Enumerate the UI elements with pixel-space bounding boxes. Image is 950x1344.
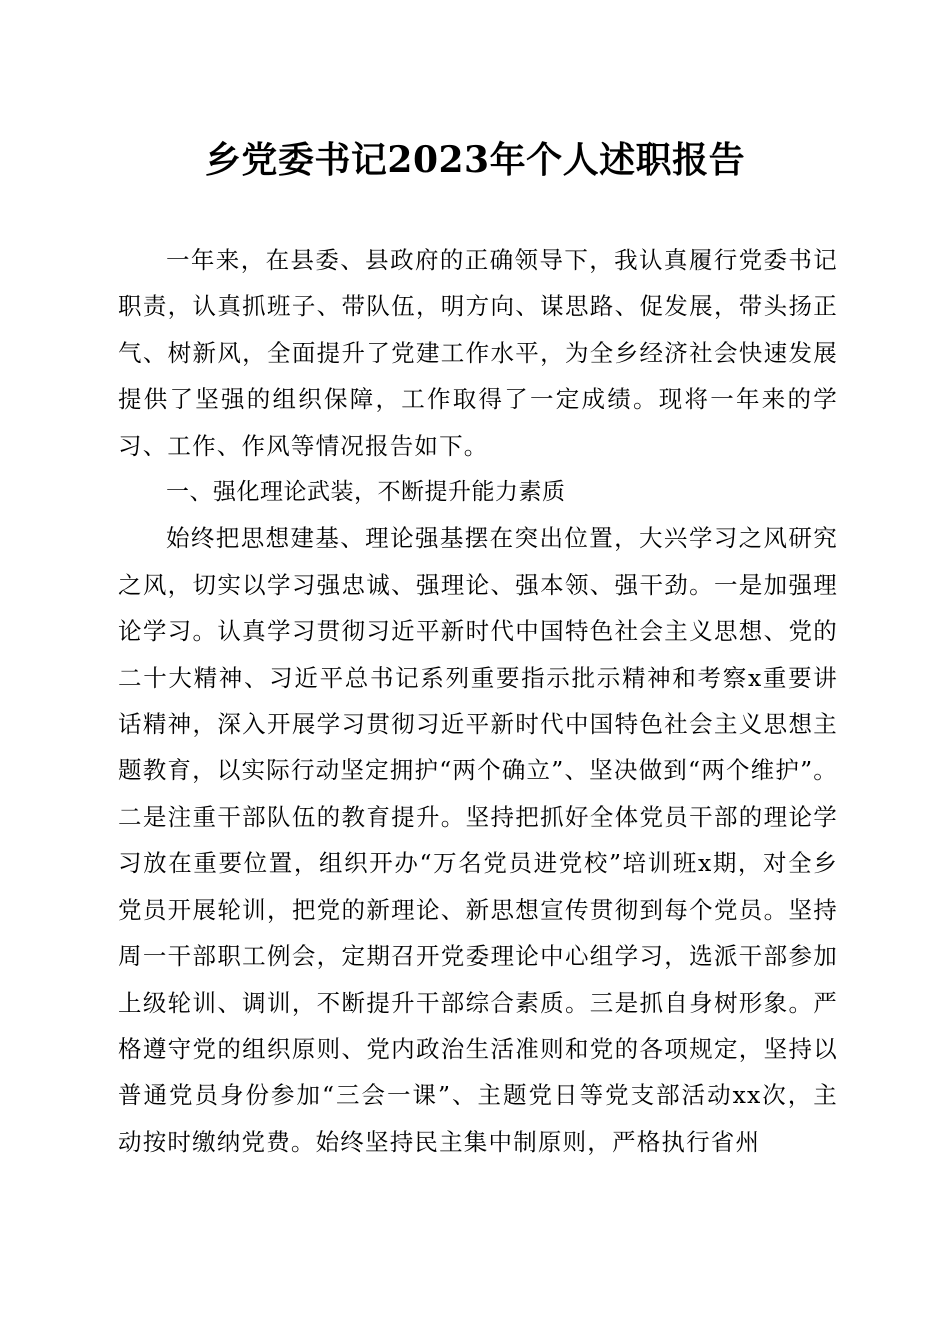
- section-heading-1: 一、强化理论武装，不断提升能力素质: [166, 479, 566, 506]
- section-1-paragraph: 始终把思想建基、理论强基摆在突出位置，大兴学习之风研究之风，切实以学习强忠诚、强理论、强本领、强干劲。一是加强理论学习。认真学习贯彻习近平新时代中国特色社会主义思想、党的二十大精神、习近平总书记系列重要指示批示精神和考察x重要讲话精神，深入开展学习贯彻习近平新时代中国特色社会主义思想主题教育，以实际行动坚定拥护“两个确立”、坚决做到“两个维护”。二是注重干部队伍的教育提升。坚持把抓好全体党员干部的理论学习放在重要位置，组织开办“万名党员进党校”培训班x期，对全乡党员开展轮训，把党的新理论、新思想宣传贯彻到每个党员。坚持周一干部职工例会，定期召开党委理论中心组学习，选派干部参加上级轮训、调训，不断提升干部综合素质。三是抓自身树形象。严格遵守党的组织原则、党内政治生活准则和党的各项规定，坚持以普通党员身份参加“三会一课”、主题党日等党支部活动xx次，主动按时缴纳党费。始终坚持民主集中制原则，严格执行省州: [118, 524, 838, 1156]
- document-body: [118, 237, 838, 1165]
- intro-paragraph: 一年来，在县委、县政府的正确领导下，我认真履行党委书记职责，认真抓班子、带队伍，明方向、谋思路、促发展，带头扬正气、树新风，全面提升了党建工作水平，为全乡经济社会快速发展提供了坚强的组织保障，工作取得了一定成绩。现将一年来的学习、工作、作风等情况报告如下。: [118, 246, 838, 460]
- document-title: 乡党委书记2023年个人述职报告: [204, 139, 746, 181]
